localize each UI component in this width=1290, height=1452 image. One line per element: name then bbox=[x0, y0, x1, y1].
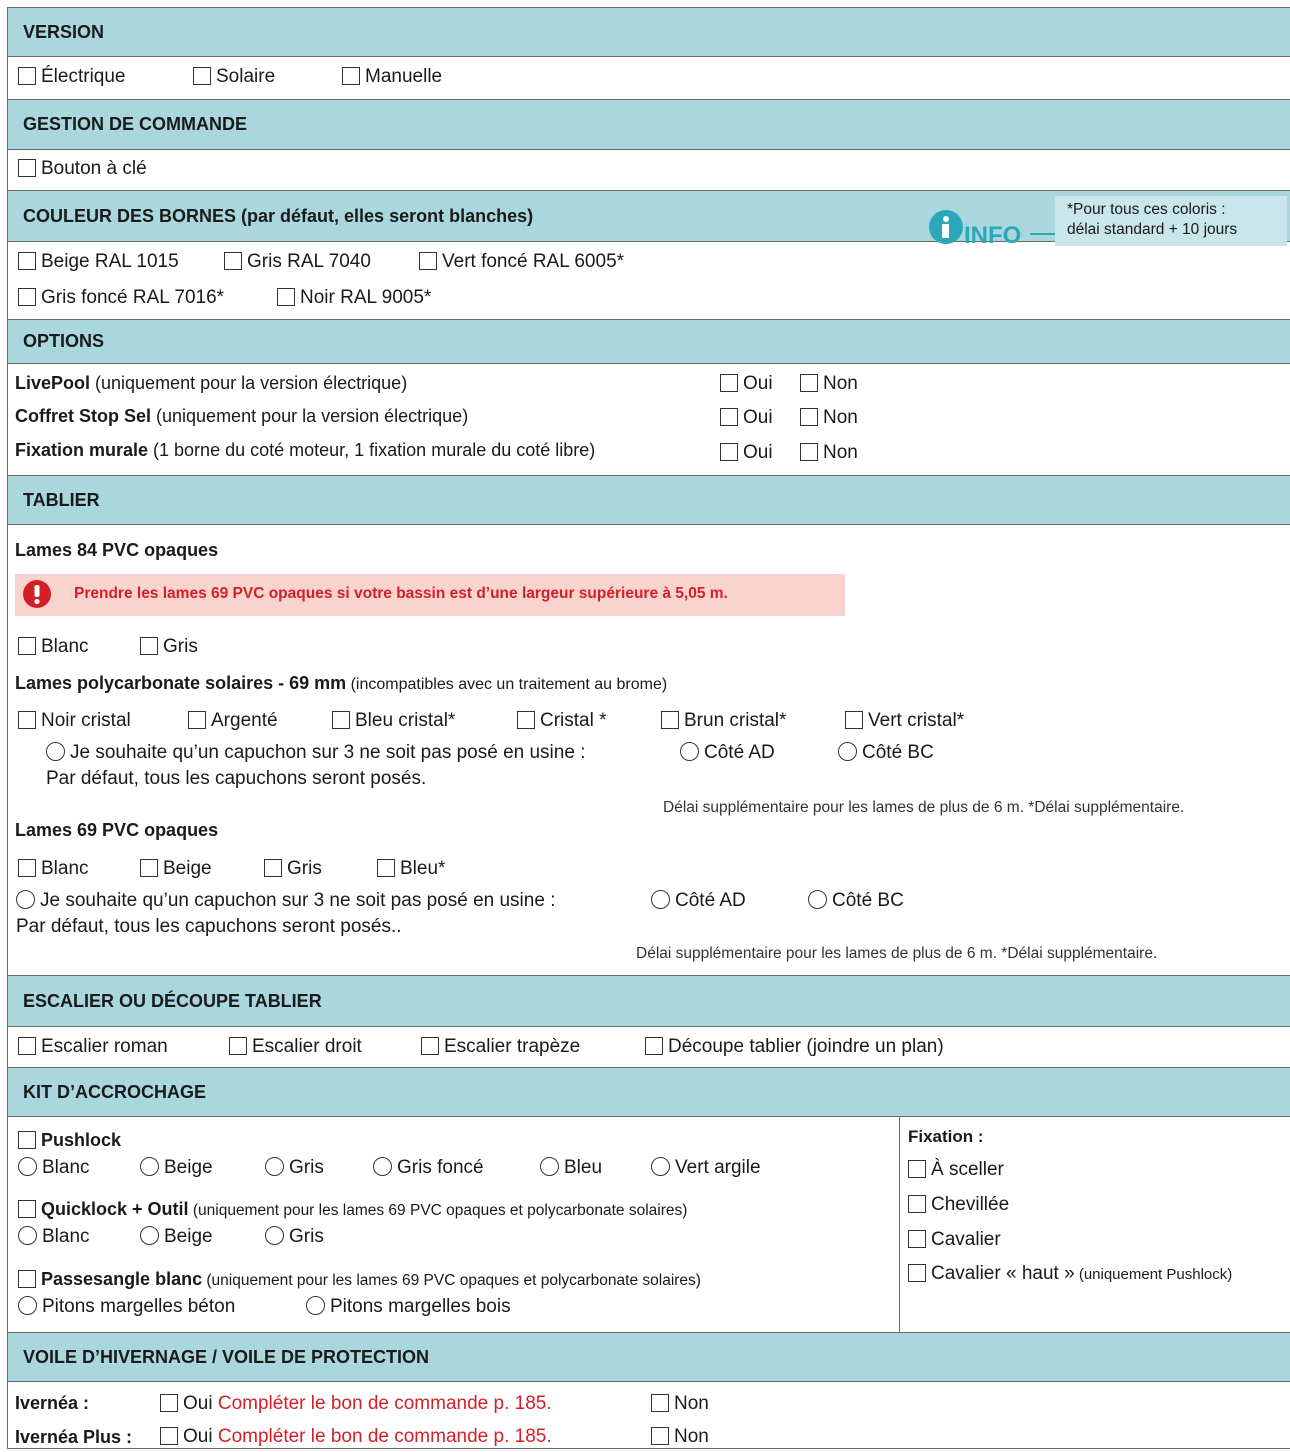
kit-pushlock[interactable]: Pushlock bbox=[18, 1130, 121, 1151]
poly-cote-ad[interactable]: Côté AD bbox=[680, 742, 775, 764]
checkbox-box[interactable] bbox=[18, 1200, 36, 1218]
ivernea-plus-non[interactable]: Non bbox=[651, 1426, 709, 1448]
section-title: KIT D’ACCROCHAGE bbox=[23, 1081, 206, 1102]
checkbox-box[interactable] bbox=[224, 252, 242, 270]
option-stop-sel: Coffret Stop Sel (uniquement pour la version électrique) bbox=[15, 406, 469, 426]
pushlock-blanc[interactable]: Blanc bbox=[18, 1157, 90, 1179]
livepool-non[interactable]: Non bbox=[800, 373, 858, 395]
option-label: Noir RAL 9005* bbox=[300, 287, 432, 308]
checkbox-box[interactable] bbox=[661, 711, 679, 729]
checkbox-box[interactable] bbox=[18, 67, 36, 85]
section-header-tablier bbox=[8, 475, 1290, 525]
section-title: TABLIER bbox=[23, 489, 100, 510]
radio-circle[interactable] bbox=[651, 890, 670, 909]
poly-noir-cristal[interactable]: Noir cristal bbox=[18, 710, 131, 732]
section-header-kit bbox=[8, 1067, 1290, 1117]
checkbox-gris-fonce[interactable] bbox=[18, 287, 224, 309]
checkbox-box[interactable] bbox=[800, 408, 818, 426]
checkbox-box[interactable] bbox=[908, 1160, 926, 1178]
lames69-beige[interactable]: Beige bbox=[140, 858, 212, 880]
checkbox-box[interactable] bbox=[651, 1427, 669, 1445]
section-title: OPTIONS bbox=[23, 331, 105, 351]
radio-circle[interactable] bbox=[18, 1157, 37, 1176]
poly-default-note: Par défaut, tous les capuchons seront posés. bbox=[46, 768, 427, 789]
warning-icon bbox=[22, 579, 52, 614]
ivernea-plus-oui[interactable]: Oui Compléter le bon de commande p. 185. bbox=[160, 1426, 552, 1448]
checkbox-box[interactable] bbox=[140, 859, 158, 877]
fixation-chevillee[interactable]: Chevillée bbox=[908, 1194, 1009, 1216]
option-label: Solaire bbox=[216, 66, 276, 87]
quicklock-beige[interactable]: Beige bbox=[140, 1226, 213, 1248]
lames69-delai-note: Délai supplémentaire pour les lames de plus de 6 m. *Délai supplémentaire. bbox=[636, 945, 1158, 962]
pushlock-bleu[interactable]: Bleu bbox=[540, 1157, 602, 1179]
kit-quicklock[interactable]: Quicklock + Outil (uniquement pour les lames 69 PVC opaques et polycarbonate solaires) bbox=[18, 1199, 687, 1220]
option-fixation-murale: Fixation murale (1 borne du coté moteur, 1 fixation murale du coté libre) bbox=[15, 440, 596, 460]
radio-circle[interactable] bbox=[373, 1157, 392, 1176]
radio-circle[interactable] bbox=[140, 1226, 159, 1245]
checkbox-gris[interactable] bbox=[224, 251, 371, 273]
info-connector bbox=[1030, 233, 1055, 235]
stop-sel-oui[interactable]: Oui bbox=[720, 407, 773, 429]
escalier-trapeze[interactable]: Escalier trapèze bbox=[421, 1036, 580, 1058]
escalier-roman[interactable]: Escalier roman bbox=[18, 1036, 168, 1058]
livepool-oui[interactable]: Oui bbox=[720, 373, 773, 395]
poly-bleu-cristal[interactable]: Bleu cristal* bbox=[332, 710, 455, 732]
radio-circle[interactable] bbox=[838, 742, 857, 761]
kit-passesangle[interactable]: Passesangle blanc (uniquement pour les lames 69 PVC opaques et polycarbonate solaires) bbox=[18, 1269, 701, 1290]
checkbox-box[interactable] bbox=[18, 711, 36, 729]
lames84-title: Lames 84 PVC opaques bbox=[15, 540, 219, 560]
kit-divider bbox=[899, 1117, 900, 1332]
checkbox-box[interactable] bbox=[720, 443, 738, 461]
poly-capuchon-radio[interactable]: Je souhaite qu’un capuchon sur 3 ne soit pas posé en usine : bbox=[46, 742, 585, 764]
poly-delai-note: Délai supplémentaire pour les lames de plus de 6 m. *Délai supplémentaire. bbox=[663, 799, 1185, 816]
fixation-title: Fixation : bbox=[908, 1127, 984, 1146]
option-label: Beige RAL 1015 bbox=[41, 251, 179, 272]
checkbox-box[interactable] bbox=[908, 1264, 926, 1282]
lames84-blanc[interactable]: Blanc bbox=[18, 636, 89, 658]
info-icon bbox=[928, 209, 964, 250]
checkbox-box[interactable] bbox=[419, 252, 437, 270]
checkbox-box[interactable] bbox=[18, 288, 36, 306]
option-label: Gris RAL 7040 bbox=[247, 251, 371, 272]
ivernea-oui[interactable]: Oui Compléter le bon de commande p. 185. bbox=[160, 1393, 552, 1415]
checkbox-box[interactable] bbox=[140, 637, 158, 655]
section-title: COULEUR DES BORNES (par défaut, elles seront blanches) bbox=[23, 205, 534, 226]
radio-circle[interactable] bbox=[265, 1226, 284, 1245]
checkbox-manuelle[interactable] bbox=[342, 66, 442, 88]
checkbox-box[interactable] bbox=[18, 1270, 36, 1288]
checkbox-box[interactable] bbox=[264, 859, 282, 877]
checkbox-box[interactable] bbox=[342, 67, 360, 85]
checkbox-box[interactable] bbox=[18, 859, 36, 877]
decoupe-tablier[interactable]: Découpe tablier (joindre un plan) bbox=[645, 1036, 944, 1058]
poly-cristal[interactable]: Cristal * bbox=[517, 710, 607, 732]
checkbox-box[interactable] bbox=[800, 443, 818, 461]
section-header-escalier bbox=[8, 975, 1290, 1027]
checkbox-bouton-cle[interactable] bbox=[18, 158, 147, 180]
ivernea-plus-label: Ivernéa Plus : bbox=[15, 1427, 133, 1447]
radio-circle[interactable] bbox=[16, 890, 35, 909]
checkbox-beige[interactable] bbox=[18, 251, 179, 273]
checkbox-box[interactable] bbox=[277, 288, 295, 306]
checkbox-electrique[interactable] bbox=[18, 66, 126, 88]
checkbox-solaire[interactable] bbox=[193, 66, 275, 88]
poly-cote-bc[interactable]: Côté BC bbox=[838, 742, 934, 764]
option-label: Bouton à clé bbox=[41, 158, 147, 179]
checkbox-box[interactable] bbox=[845, 711, 863, 729]
checkbox-box[interactable] bbox=[651, 1394, 669, 1412]
fixation-murale-oui[interactable]: Oui bbox=[720, 442, 773, 464]
option-livepool: LivePool (uniquement pour la version électrique) bbox=[15, 373, 408, 393]
lames69-default-note: Par défaut, tous les capuchons seront posés.. bbox=[16, 916, 402, 937]
checkbox-box[interactable] bbox=[193, 67, 211, 85]
section-title: VOILE D’HIVERNAGE / VOILE DE PROTECTION bbox=[23, 1346, 430, 1367]
option-label: Manuelle bbox=[365, 66, 443, 87]
checkbox-box[interactable] bbox=[160, 1394, 178, 1412]
section-header-version bbox=[8, 7, 1290, 57]
lames69-cote-ad[interactable]: Côté AD bbox=[651, 890, 746, 912]
radio-circle[interactable] bbox=[680, 742, 699, 761]
checkbox-box[interactable] bbox=[720, 408, 738, 426]
pushlock-gris[interactable]: Gris bbox=[265, 1157, 324, 1179]
checkbox-box[interactable] bbox=[18, 252, 36, 270]
info-text-line: *Pour tous ces coloris : bbox=[1067, 201, 1226, 218]
poly-vert-cristal[interactable]: Vert cristal* bbox=[845, 710, 964, 732]
lames69-bleu[interactable]: Bleu* bbox=[377, 858, 445, 880]
section-header-options bbox=[8, 319, 1290, 364]
checkbox-box[interactable] bbox=[421, 1037, 439, 1055]
option-label: Vert foncé RAL 6005* bbox=[442, 251, 625, 272]
radio-circle[interactable] bbox=[306, 1296, 325, 1315]
checkbox-box[interactable] bbox=[800, 374, 818, 392]
info-box bbox=[1055, 196, 1287, 246]
option-label: Électrique bbox=[41, 66, 126, 87]
pushlock-beige[interactable]: Beige bbox=[140, 1157, 213, 1179]
quicklock-gris[interactable]: Gris bbox=[265, 1226, 324, 1248]
section-title: ESCALIER OU DÉCOUPE TABLIER bbox=[23, 990, 322, 1011]
radio-circle[interactable] bbox=[808, 890, 827, 909]
radio-circle[interactable] bbox=[540, 1157, 559, 1176]
checkbox-box[interactable] bbox=[188, 711, 206, 729]
lames69-title: Lames 69 PVC opaques bbox=[15, 820, 219, 840]
pushlock-gris-fonce[interactable]: Gris foncé bbox=[373, 1157, 484, 1179]
pushlock-vert-argile[interactable]: Vert argile bbox=[651, 1157, 761, 1179]
checkbox-box[interactable] bbox=[720, 374, 738, 392]
checkbox-box[interactable] bbox=[377, 859, 395, 877]
poly-title: Lames polycarbonate solaires - 69 mm (incompatibles avec un traitement au brome) bbox=[15, 673, 668, 693]
info-label: INFO bbox=[964, 222, 1022, 249]
quicklock-blanc[interactable]: Blanc bbox=[18, 1226, 90, 1248]
ivernea-label: Ivernéa : bbox=[15, 1393, 90, 1413]
fixation-cavalier-haut[interactable]: Cavalier « haut » (uniquement Pushlock) bbox=[908, 1263, 1232, 1285]
radio-circle[interactable] bbox=[18, 1296, 37, 1315]
radio-circle[interactable] bbox=[651, 1157, 670, 1176]
lames84-gris[interactable]: Gris bbox=[140, 636, 198, 658]
radio-circle[interactable] bbox=[265, 1157, 284, 1176]
lames69-capuchon-radio[interactable]: Je souhaite qu’un capuchon sur 3 ne soit pas posé en usine : bbox=[16, 890, 555, 912]
pitons-bois[interactable]: Pitons margelles bois bbox=[306, 1296, 511, 1318]
checkbox-box[interactable] bbox=[160, 1427, 178, 1445]
fixation-cavalier[interactable]: Cavalier bbox=[908, 1229, 1001, 1251]
checkbox-box[interactable] bbox=[18, 637, 36, 655]
checkbox-box[interactable] bbox=[332, 711, 350, 729]
stop-sel-non[interactable]: Non bbox=[800, 407, 858, 429]
section-title: GESTION DE COMMANDE bbox=[23, 114, 248, 134]
warning-text: Prendre les lames 69 PVC opaques si votre bassin est d’une largeur supérieure à 5,05 m. bbox=[74, 585, 728, 602]
checkbox-box[interactable] bbox=[18, 1037, 36, 1055]
checkbox-box[interactable] bbox=[517, 711, 535, 729]
radio-circle[interactable] bbox=[18, 1226, 37, 1245]
radio-circle[interactable] bbox=[140, 1157, 159, 1176]
fixation-sceller[interactable]: À sceller bbox=[908, 1159, 1004, 1181]
radio-circle[interactable] bbox=[46, 742, 65, 761]
checkbox-box[interactable] bbox=[645, 1037, 663, 1055]
lames69-blanc[interactable]: Blanc bbox=[18, 858, 89, 880]
checkbox-box[interactable] bbox=[908, 1195, 926, 1213]
ivernea-non[interactable]: Non bbox=[651, 1393, 709, 1415]
section-header-voile bbox=[8, 1332, 1290, 1382]
escalier-droit[interactable]: Escalier droit bbox=[229, 1036, 362, 1058]
pitons-beton[interactable]: Pitons margelles béton bbox=[18, 1296, 235, 1318]
checkbox-box[interactable] bbox=[908, 1230, 926, 1248]
checkbox-box[interactable] bbox=[18, 159, 36, 177]
fixation-murale-non[interactable]: Non bbox=[800, 442, 858, 464]
checkbox-box[interactable] bbox=[18, 1131, 36, 1149]
info-text-line: délai standard + 10 jours bbox=[1067, 221, 1238, 238]
checkbox-noir[interactable] bbox=[277, 287, 431, 309]
lames69-cote-bc[interactable]: Côté BC bbox=[808, 890, 904, 912]
lames69-gris[interactable]: Gris bbox=[264, 858, 322, 880]
checkbox-box[interactable] bbox=[229, 1037, 247, 1055]
section-title: VERSION bbox=[23, 21, 105, 42]
checkbox-vert-fonce[interactable] bbox=[419, 251, 624, 273]
section-header-gestion bbox=[8, 99, 1290, 150]
option-label: Gris foncé RAL 7016* bbox=[41, 287, 225, 308]
poly-argente[interactable]: Argenté bbox=[188, 710, 278, 732]
poly-brun-cristal[interactable]: Brun cristal* bbox=[661, 710, 786, 732]
